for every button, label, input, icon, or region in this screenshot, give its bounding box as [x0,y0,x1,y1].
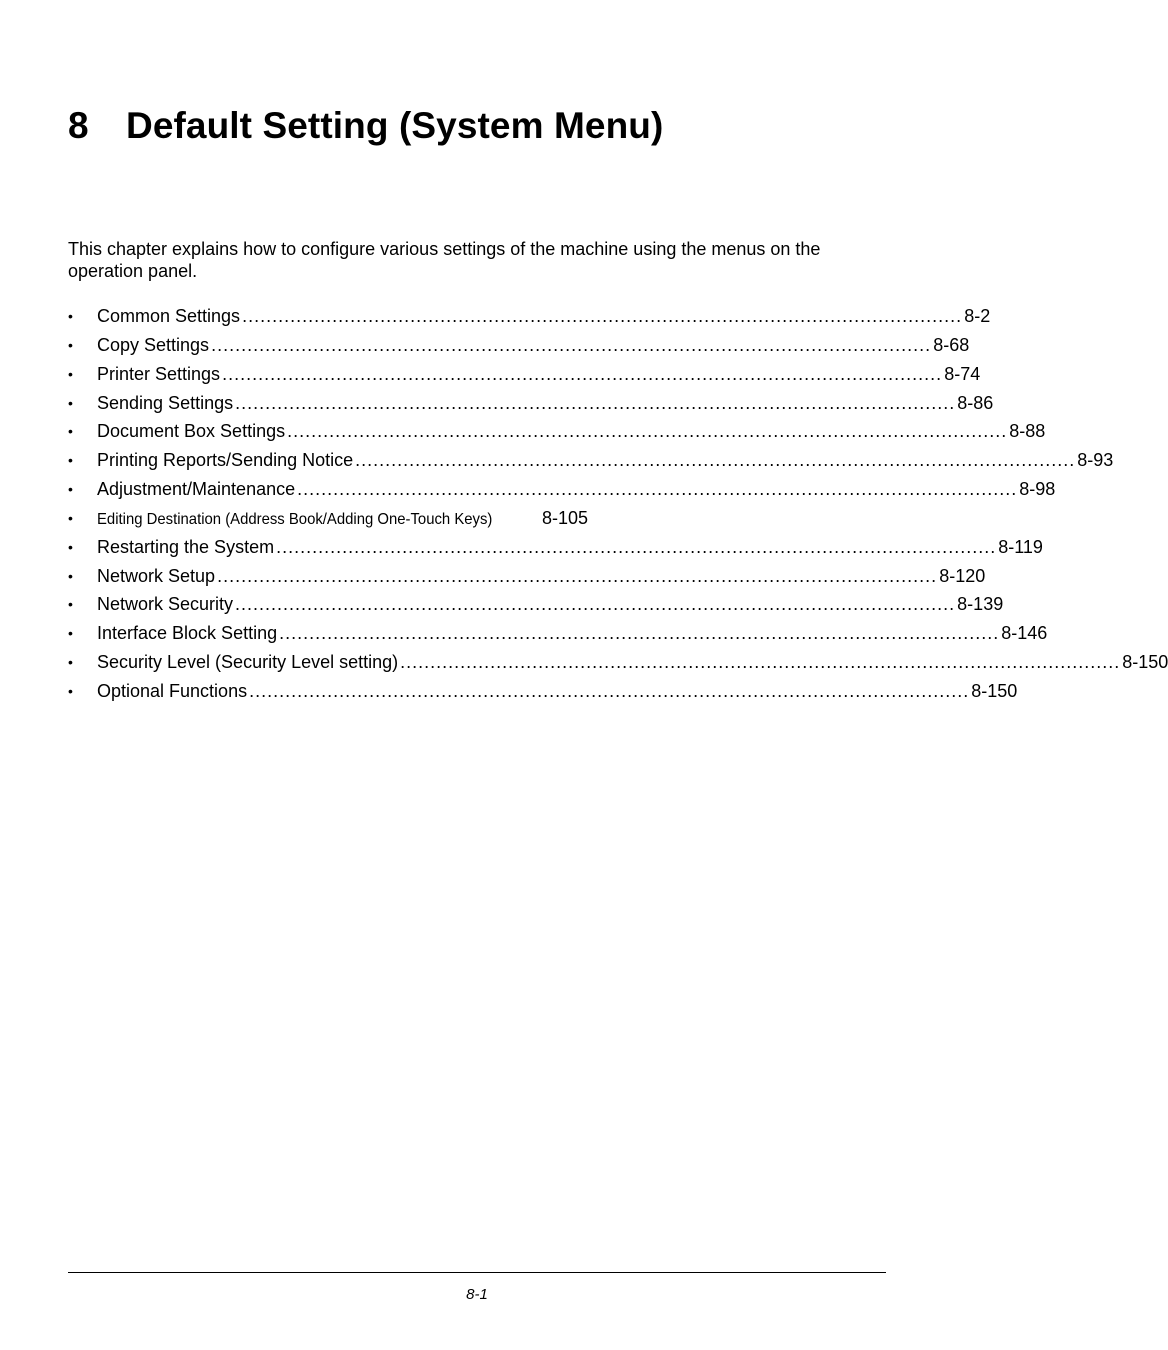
page-number: 8-1 [466,1286,488,1303]
toc-entry-page: 8-88 [1009,421,1046,442]
bullet-icon: • [68,481,73,498]
dot-leader: ........................................................................................................................ [249,680,970,701]
bullet-icon: • [68,596,73,613]
chapter-heading [68,101,663,151]
bullet-icon: • [68,567,73,584]
chapter-title: Default Setting (System Menu) [126,105,664,146]
toc-entry [97,504,588,535]
dot-leader: ........................................................................................................................ [235,594,956,615]
toc-entry [97,619,1048,648]
toc-item-adjustment-maintenance[interactable] [68,475,1056,504]
toc-entry [97,533,1043,562]
toc-item-common-settings[interactable] [68,302,991,331]
toc-item-printing-reports[interactable] [68,446,1114,475]
dot-leader: ........................................................................................................................ [276,536,997,557]
toc-entry-page: 8-68 [933,334,970,355]
footer-divider [68,1272,886,1273]
toc-item-document-box-settings[interactable] [68,417,1046,446]
toc-entry-page: 8-150 [971,680,1018,701]
toc-entry [97,648,1168,677]
bullet-icon: • [68,308,73,324]
dot-leader: ........................................................................................................................ [279,623,1000,644]
bullet-icon: • [68,509,73,526]
toc-entry-title: Copy Settings [97,334,210,355]
toc-entry-page: 8-105 [541,507,588,528]
toc-entry [97,590,1004,619]
toc-entry-title: Network Security [97,594,234,615]
toc-entry-title: Security Level (Security Level setting) [97,652,399,673]
toc-entry [97,677,1018,706]
toc-entry-title: Network Setup [97,565,216,586]
toc-entry-title: Printer Settings [97,363,221,384]
toc-entry-title: Sending Settings [97,392,234,413]
toc-entry [97,446,1114,475]
toc-entry-title: Printing Reports/Sending Notice [97,450,354,471]
bullet-icon: • [68,682,73,699]
bullet-icon: • [68,336,73,353]
dot-leader: ........................................................................................................................ [355,450,1076,471]
toc-entry [97,389,994,418]
bullet-icon: • [68,394,73,411]
toc-entry [97,562,986,591]
toc-item-optional-functions[interactable] [68,677,1018,706]
toc-item-editing-destination[interactable] [68,504,588,533]
dot-leader: ........................................................................................................................ [211,334,932,355]
toc-entry-page: 8-150 [1122,652,1168,673]
dot-leader: ........................................................................................................................ [222,363,943,384]
toc-item-interface-block-setting[interactable] [68,619,1048,648]
toc-item-copy-settings[interactable] [68,331,970,360]
toc-entry-title: Common Settings [97,306,241,326]
toc-item-restarting-system[interactable] [68,533,1043,562]
toc-entry-page: 8-139 [957,594,1004,615]
toc-entry-page: 8-146 [1001,623,1048,644]
toc-entry-page: 8-98 [1019,479,1056,500]
toc-item-sending-settings[interactable] [68,389,994,418]
toc-entry-title: Adjustment/Maintenance [97,479,296,500]
toc-item-printer-settings[interactable] [68,360,981,389]
bullet-icon: • [68,365,73,382]
toc-entry-title: Optional Functions [97,680,248,701]
toc-entry-page: 8-74 [944,363,981,384]
bullet-icon: • [68,452,73,469]
chapter-number: 8 [68,105,89,146]
toc-entry [97,417,1046,446]
dot-leader: ........................................................................................................................ [287,421,1008,442]
toc-entry-page: 8-86 [957,392,994,413]
toc-entry-title: Interface Block Setting [97,623,278,644]
toc-entry [97,302,991,331]
bullet-icon: • [68,423,73,440]
toc-entry-title: Document Box Settings [97,421,286,442]
toc-item-network-security[interactable] [68,590,1004,619]
chapter-intro: This chapter explains how to configure various settings of the machine using the menus on the operation panel. [68,239,821,281]
toc-entry [97,360,981,389]
toc-entry-page: 8-2 [964,306,991,326]
toc-entry [97,331,970,360]
chapter-contents-list [68,302,1168,706]
toc-entry-page: 8-119 [998,536,1043,557]
bullet-icon: • [68,625,73,642]
toc-entry-title: Restarting the System [97,536,275,557]
toc-entry-page: 8-120 [939,565,986,586]
bullet-icon: • [68,538,73,555]
toc-item-security-level[interactable] [68,648,1168,677]
dot-leader: ........................................................................................................................ [217,565,938,586]
bullet-icon: • [68,654,73,671]
dot-leader: ........................................................................................................................ [242,306,963,326]
dot-leader: ........................................................................................................................ [297,479,1018,500]
toc-entry-title: Editing Destination (Address Book/Adding One-Touch Keys) [97,510,493,528]
dot-leader: ........................................................................................................................ [235,392,956,413]
toc-entry-page: 8-93 [1077,450,1114,471]
toc-item-network-setup[interactable] [68,562,986,591]
toc-entry [97,475,1056,504]
dot-leader: ........................................................................................................................ [400,652,1121,673]
